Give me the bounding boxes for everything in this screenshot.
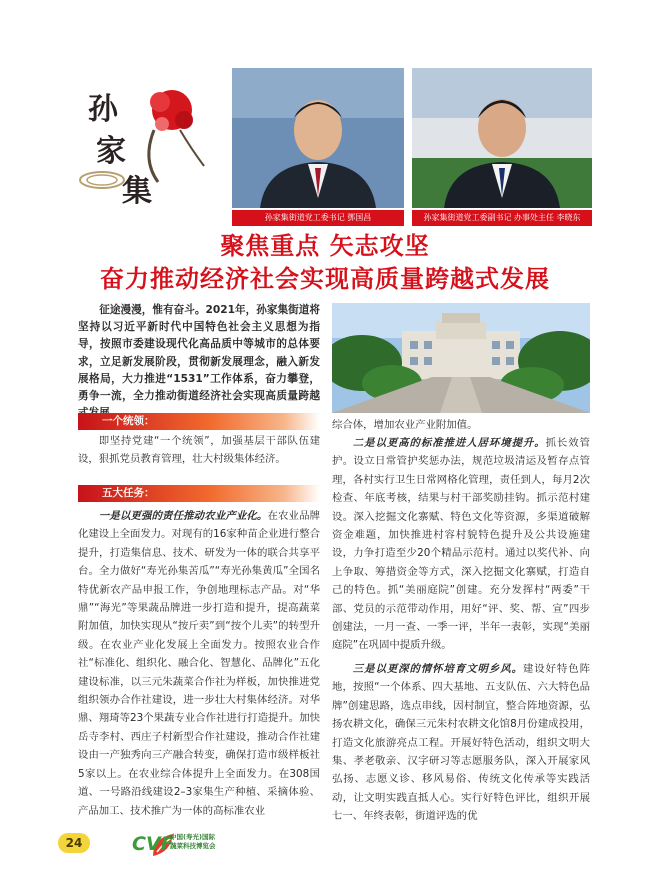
caption-right: 孙家集街道党工委副书记 办事处主任 李晓东 (412, 210, 592, 226)
third-task-body: 建设好特色阵地，按照“一个体系、四大基地、五支队伍、六大特色品牌”创建思路，选点串线，因村制宜，整合阵地资源，弘扬农耕文化，确保三元朱村农耕文化馆8月份建成投用，打造文化旅游亮点工程。开展好特色活动，组织文明大集、孝老敬亲、汉字研习等志愿服务队，深入开展家风弘扬、志愿义诊、移风易俗、传统文化传承等实践活动，让文明实践直抵人心。实行好特色评比，组织开展七一、年终表彰，街道评选的优 (332, 663, 590, 823)
first-task-lead: 一是以更强的责任推动农业产业化。 (98, 510, 268, 522)
portrait-photo-left (232, 68, 404, 208)
cvf-brand-word: CVF (132, 833, 174, 855)
title-line-1: 聚焦重点 矢志攻坚 (220, 231, 430, 260)
cvf-brand-line-1: 中国(寿光)国际 (170, 833, 215, 841)
first-task-paragraph (78, 507, 320, 820)
government-building-photo (332, 303, 590, 413)
continued-text: 综合体，增加农业产业附加值。 (332, 419, 478, 431)
title-line-2: 奋力推动经济社会实现高质量跨越式发展 (100, 264, 550, 293)
second-task-body: 抓长效管护。设立日常管护奖惩办法，规范垃圾清运及暂存点管理，各村实行卫生日常网格化管理，责任到人，每月2次检查、年底考核，结果与村干部奖励挂钩。抓示范村建设。深入挖掘文化寨赋、特色文化等资源，多渠道破解资金难题，加快推进村容村貌特色提升及公共设施建设，力争打造至少20个精品示范村。通过以奖代补、向上争取、筹措资金等方式，深入挖掘文化寨赋，打造自己的特色。抓“美丽庭院”创建。充分发挥村“两委”干部、党员的示范带动作用，用好“评、奖、帮、宣”四步创建法，一月一查、一季一评，半年一表彰，实现“美丽庭院”在巩固中提质升级。 (332, 437, 591, 652)
cvf-brand-line-2: 蔬菜科技博览会 (170, 842, 216, 850)
section-label-tongling: 一个统领： (102, 415, 155, 427)
section-label-wuda: 五大任务： (102, 487, 155, 499)
third-task-lead: 三是以更深的情怀培育文明乡风。 (352, 663, 523, 675)
second-task-lead: 二是以更高的标准推进人居环境提升。 (352, 437, 546, 449)
sunjiaji-logo (62, 70, 232, 209)
first-task-body: 在农业品牌化建设上全面发力。对现有的16家种苗企业进行整合提升，打造集信息、技术、研发为一体的联合共享平台。全力做好“寿光孙集苦瓜”“寿光孙集黄瓜”全国名特优新农产品申报工作，争创地理标志产品。对“华鼎”“海光”等果蔬品牌进一步打造和提升，提高蔬菜附加值，加快实现从“按斤卖”到“按个儿卖”的转型升级。在农业产业化发展上全面发力。按照农业合作社“标准化、组织化、融合化、智慧化、品牌化”五化建设标准，以三元朱蔬菜合作社为样板，加快推进党组织领办合作社建设，进一步壮大村集体经济。对华鼎、翔琦等23个果蔬专业合作社进行打造提升。加快岳寺李村、西庄子村新型合作社建设，推动合作社建设由一产独秀向三产融合转变，确保打造市级样板社5家以上。在农业综合体提升上全面发力。在308国道、一号路沿线建设2–3家集生产种植、采摘体验、产品加工、技术推广为一体的高标准农业 (78, 510, 321, 817)
section-band-wuda (78, 485, 320, 502)
caption-left: 孙家集街道党工委书记 鄧国昌 (232, 210, 404, 226)
page-number: 24 (58, 833, 90, 853)
section-band-tongling (78, 413, 320, 430)
third-task-paragraph (332, 660, 590, 826)
cvf-brand-text (170, 833, 240, 851)
portrait-photo-right (412, 68, 592, 208)
logo-char-2: 家 (96, 134, 126, 169)
second-task-paragraph (332, 434, 590, 655)
tongling-paragraph: 即坚持党建“一个统领”，加强基层干部队伍建设，狠抓党员教育管理，壮大村级集体经济。 (78, 435, 320, 466)
intro-paragraph: 征途漫漫，惟有奋斗。2021年，孙家集街道将坚持以习近平新时代中国特色社会主义思想为指导，按照市委建设现代化高品质中等城市的总体要求，立足新发展阶段，贯彻新发展理念，融入新发展格局，大力推进“1531”工作体系，奋力攀登，勇争一流，全力推动街道经济社会实现高质量跨越 (78, 304, 320, 403)
logo-char-3: 集 (122, 174, 152, 209)
logo-char-1: 孙 (88, 92, 118, 127)
